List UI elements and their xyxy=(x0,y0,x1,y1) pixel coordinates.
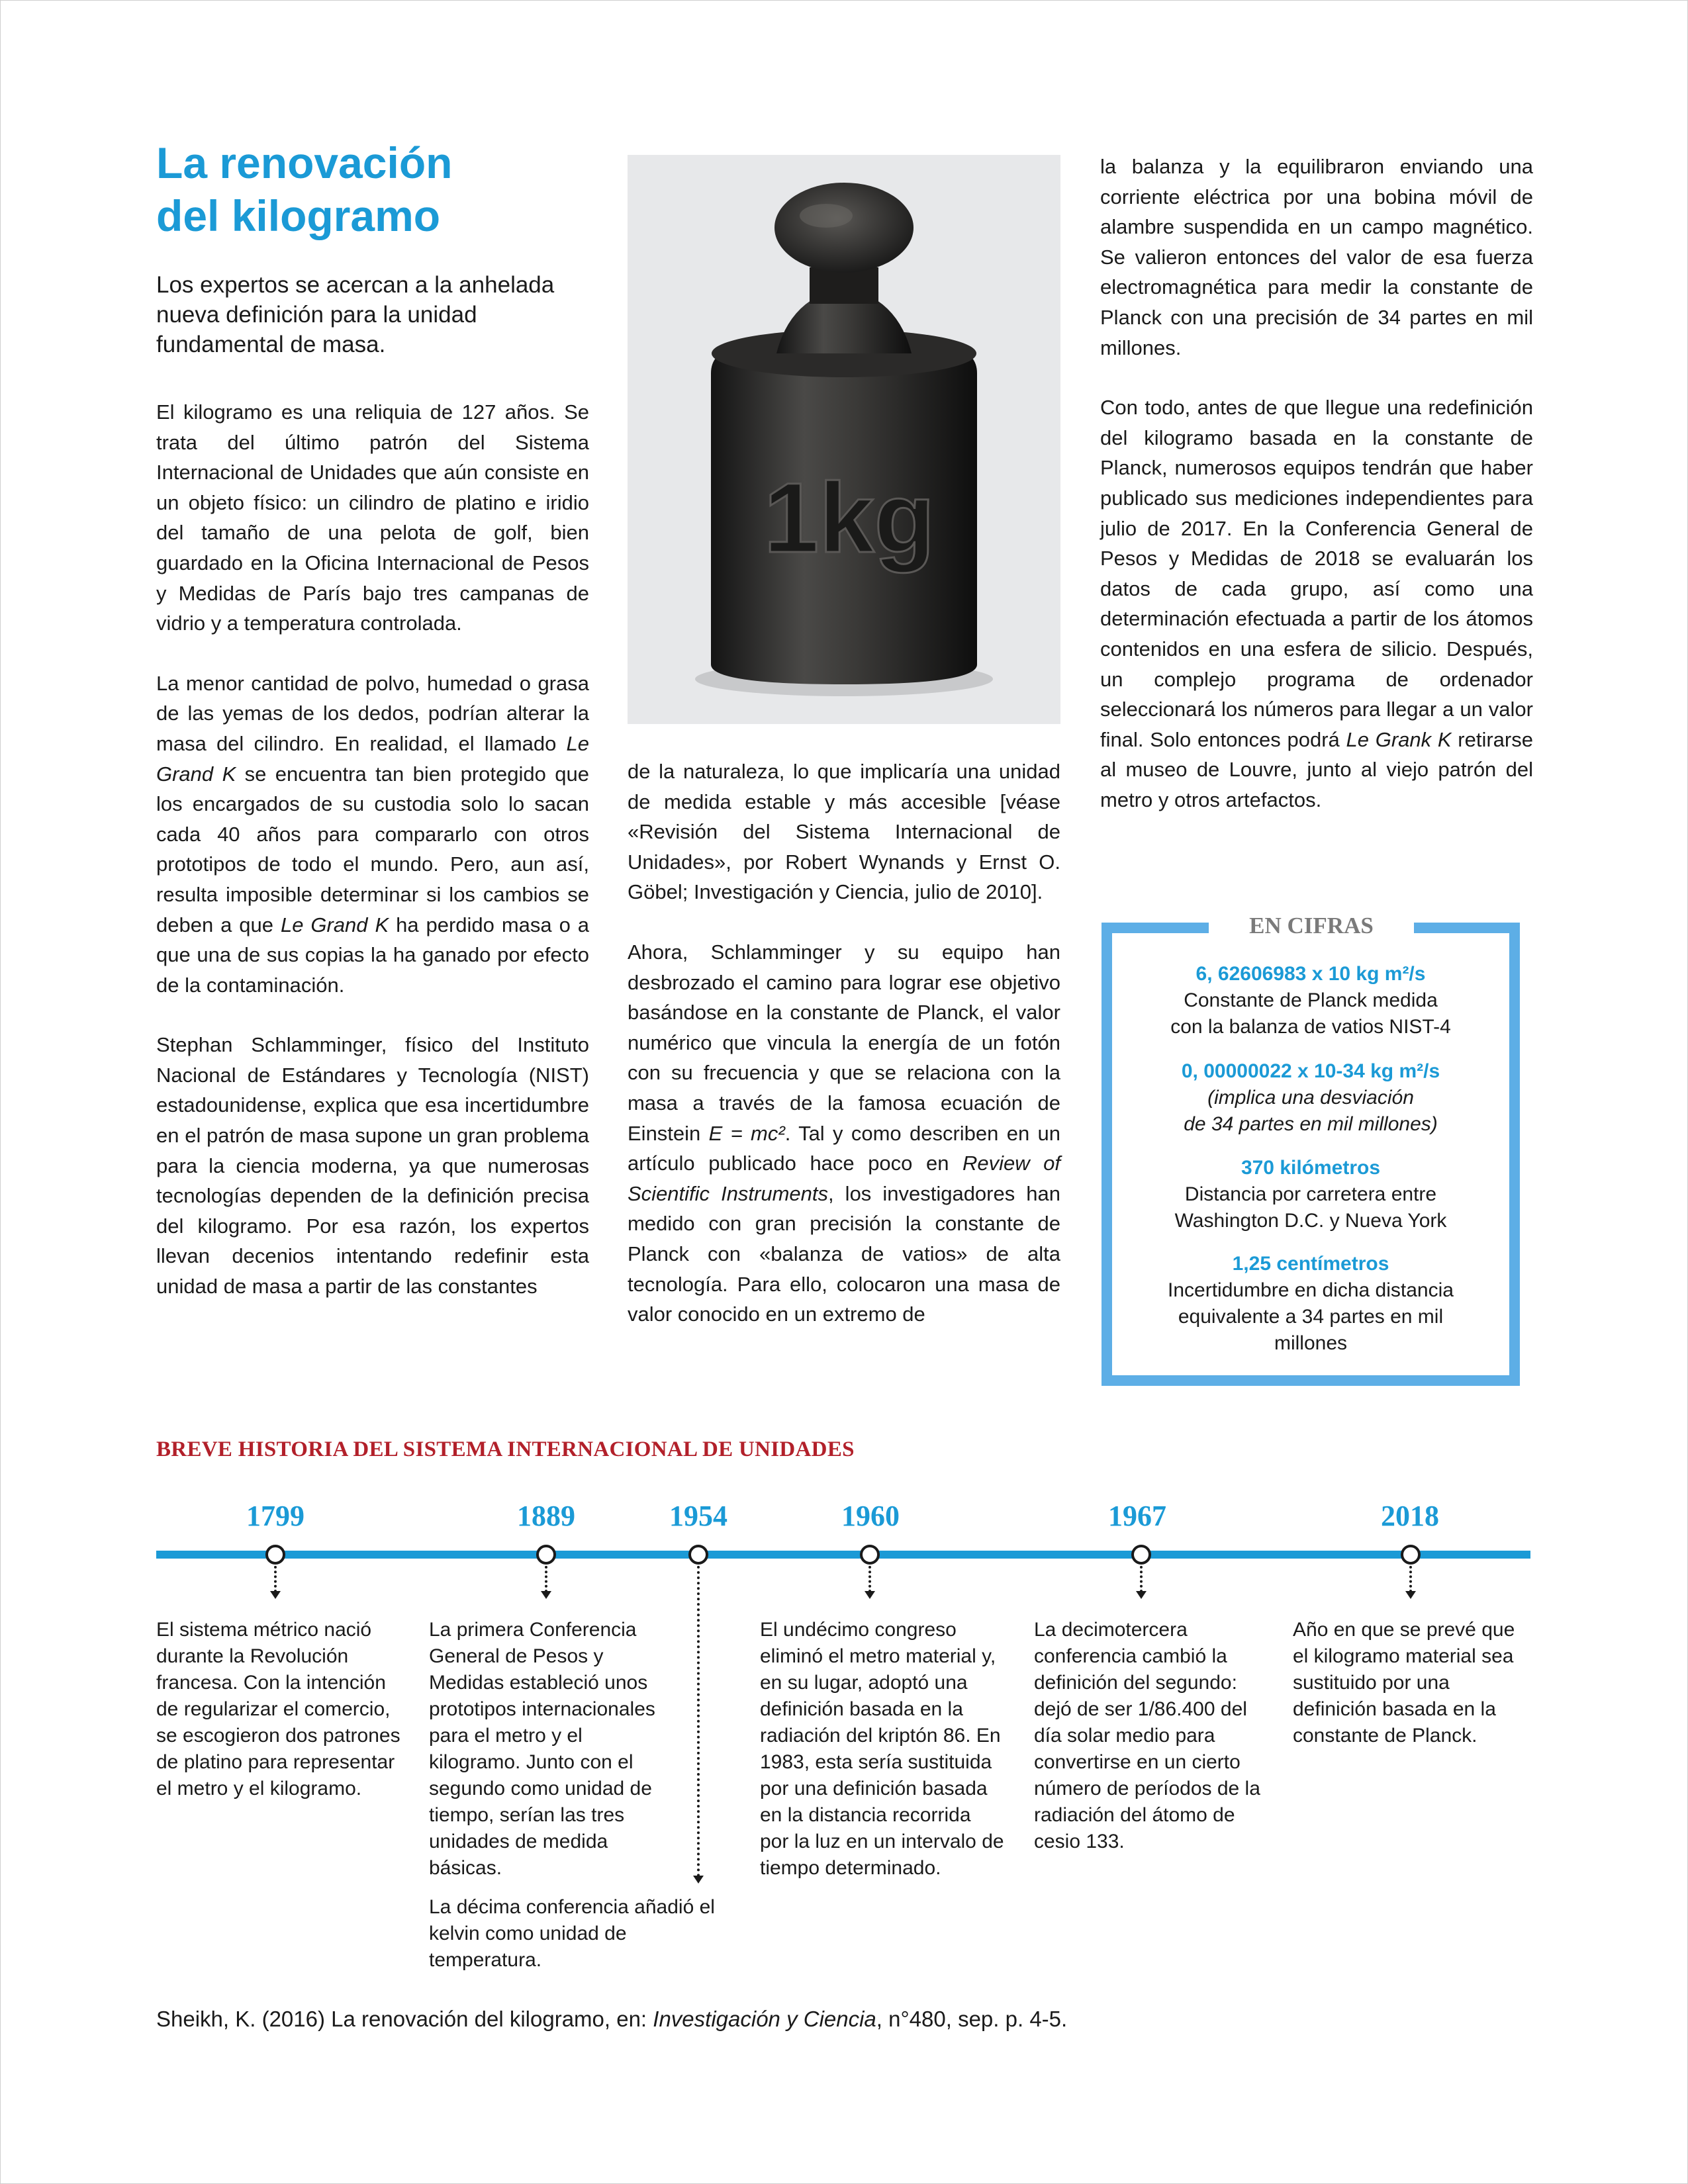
timeline-event-text: La primera Conferencia General de Pesos y Medidas estableció unos prototipos internacionales para el metro y el kilogramo. Junto con el segundo como unidad de tiempo, serían las tres unidades de medida básicas. xyxy=(429,1619,655,1879)
paragraph: de la naturaleza, lo que implicaría una unidad de medida estable y más accesible [véase «Revisión del Sistema Internacional de Unidades», por Robert Wynands y Ernst O. Göbel; Investigación y Ciencia, julio de 2010]. xyxy=(628,760,1060,904)
figures-title: EN CIFRAS xyxy=(1209,911,1414,940)
timeline-event-text: Año en que se prevé que el kilogramo material sea sustituido por una definición basada en la constante de Planck. xyxy=(1293,1619,1515,1747)
figure-planck-constant: 6, 62606983 x 10 kg m²/s Constante de Planck medida con la balanza de vatios NIST-4 xyxy=(1125,961,1496,1040)
timeline-connector xyxy=(1409,1566,1412,1592)
history-title: BREVE HISTORIA DEL SISTEMA INTERNACIONAL DE UNIDADES xyxy=(156,1437,855,1461)
column-2 xyxy=(628,756,1060,1330)
figure-value: 370 kilómetros xyxy=(1241,1157,1381,1179)
column-1 xyxy=(156,397,589,1302)
figure-uncertainty: 0, 00000022 x 10-34 kg m²/s (implica una desviación de 34 partes en mil millones) xyxy=(1125,1058,1496,1138)
column-3 xyxy=(1100,152,1533,815)
timeline-node xyxy=(860,1545,880,1565)
title-line-1: La renovación xyxy=(156,138,453,187)
timeline-year: 1960 xyxy=(841,1500,900,1532)
timeline-year: 2018 xyxy=(1381,1500,1439,1532)
figure-value: 6, 62606983 x 10 kg m²/s xyxy=(1196,963,1426,985)
paragraph: Stephan Schlamminger, físico del Instituto Nacional de Estándares y Tecnología (NIST) estadounidense, explica que esa incertidumbre en el patrón de masa supone un gran problema para la ciencia moderna, ya que numerosas tecnologías dependen de la definición precisa del kilogramo. Por esa razón, los expertos llevan decenios intentando redefinir esta unidad de masa a partir de las constantes xyxy=(156,1033,589,1298)
figure-distance: 370 kilómetros Distancia por carretera entre Washington D.C. y Nueva York xyxy=(1125,1155,1496,1234)
timeline-event-text: El sistema métrico nació durante la Revolución francesa. Con la intención de regularizar el comercio, se escogieron dos patrones de platino para representar el metro y el kilogramo. xyxy=(156,1619,400,1799)
timeline-event-text: La decimotercera conferencia cambió la definición del segundo: dejó de ser 1/86.400 del día solar medio para convertirse en un cierto número de períodos de la radiación del átomo de cesio 133. xyxy=(1034,1619,1260,1852)
timeline-year: 1799 xyxy=(246,1500,305,1532)
arrow-down-icon xyxy=(541,1591,551,1599)
timeline-year: 1954 xyxy=(669,1500,727,1532)
paragraph: Ahora, Schlamminger y su equipo han desbrozado el camino para lograr ese objetivo basándose en la constante de Planck, el valor numérico que vincula la energía de un fotón con su frecuencia y que se relaciona con la masa a través de la famosa ecuación de Einstein E = mc². Tal y como describen en un artículo publicado hace poco en Review of Scientific Instruments, los investigadores han medido con gran precisión la constante de Planck con «balanza de vatios» de alta tecnología. Para ello, colocaron una masa de valor conocido en un extremo de xyxy=(628,940,1060,1326)
article-subtitle: Los expertos se acercan a la anhelada nueva definición para la unidad fundamental de masa. xyxy=(156,272,555,357)
paragraph: la balanza y la equilibraron enviando una corriente eléctrica por una bobina móvil de alambre suspendida en un campo magnético. Se valieron entonces del valor de esa fuerza electromagnética para medir la constante de Planck con una precisión de 34 partes en mil millones. xyxy=(1100,155,1533,359)
title-line-2: del kilogramo xyxy=(156,191,441,240)
timeline-event-text: El undécimo congreso eliminó el metro material y, en su lugar, adoptó una definición basada en la radiación del kriptón 86. En 1983, esta sería sustituida por una definición basada en la distancia recorrida por la luz en un intervalo de tiempo determinado. xyxy=(760,1619,1004,1879)
paragraph: El kilogramo es una reliquia de 127 años. Se trata del último patrón del Sistema Internacional de Unidades que aún consiste en un objeto físico: un cilindro de platino e iridio del tamaño de una pelota de golf, bien guardado en la Oficina Internacional de Pesos y Medidas de París bajo tres campanas de vidrio y a temperatura controlada. xyxy=(156,400,589,635)
timeline-connector xyxy=(697,1566,700,1877)
figure-value: 0, 00000022 x 10-34 kg m²/s xyxy=(1181,1060,1440,1082)
arrow-down-icon xyxy=(865,1591,875,1599)
timeline-connector xyxy=(868,1566,871,1592)
timeline-node xyxy=(265,1545,285,1565)
arrow-down-icon xyxy=(1405,1591,1416,1599)
timeline-node xyxy=(688,1545,708,1565)
timeline-year: 1889 xyxy=(517,1500,575,1532)
timeline-connector xyxy=(274,1566,277,1592)
timeline-node xyxy=(1131,1545,1151,1565)
article-title xyxy=(156,136,620,242)
paragraph: La menor cantidad de polvo, humedad o grasa de las yemas de los dedos, podrían alterar la masa del cilindro. En realidad, el llamado Le Grand K se encuentra tan bien protegido que los encargados de su custodia solo lo sacan cada 40 años para compararlo con otros prototipos de todo el mundo. Pero, aun así, resulta imposible determinar si los cambios se deben a que Le Grand K ha perdido masa o a que una de sus copias la ha ganado por efecto de la contaminación. xyxy=(156,671,589,997)
arrow-down-icon xyxy=(1136,1591,1147,1599)
timeline-node xyxy=(536,1545,556,1565)
citation-footer: Sheikh, K. (2016) La renovación del kilogramo, en: Investigación y Ciencia, n°480, sep. p. 4-5. xyxy=(156,2007,1068,2031)
timeline-connector xyxy=(1140,1566,1143,1592)
arrow-down-icon xyxy=(270,1591,281,1599)
figure-value: 1,25 centímetros xyxy=(1232,1253,1389,1275)
timeline-event-text: La décima conferencia añadió el kelvin como unidad de temperatura. xyxy=(429,1896,715,1971)
weight-engraving: 1kg xyxy=(763,462,935,573)
paragraph: Con todo, antes de que llegue una redefinición del kilogramo basada en la constante de Planck, numerosos equipos tendrán que haber publicado sus mediciones independientes para julio de 2017. En la Conferencia General de Pesos y Medidas de 2018 se evaluarán los datos de cada grupo, así como una determinación efectuada a partir de los átomos contenidos en una esfera de silicio. Después, un complejo programa de ordenador seleccionará los números para llegar a un valor final. Solo entonces podrá Le Grank K retirarse al museo de Louvre, junto al viejo patrón del metro y otros artefactos. xyxy=(1100,396,1533,811)
timeline-line xyxy=(156,1551,1530,1559)
arrow-down-icon xyxy=(693,1876,704,1884)
timeline-connector xyxy=(545,1566,547,1592)
kilogram-weight-image xyxy=(628,155,1060,724)
timeline-year: 1967 xyxy=(1108,1500,1166,1532)
kilogram-weight-photo xyxy=(628,155,1060,724)
figure-centimeters: 1,25 centímetros Incertidumbre en dicha distancia equivalente a 34 partes en mil millones xyxy=(1125,1251,1496,1357)
timeline-node xyxy=(1401,1545,1421,1565)
